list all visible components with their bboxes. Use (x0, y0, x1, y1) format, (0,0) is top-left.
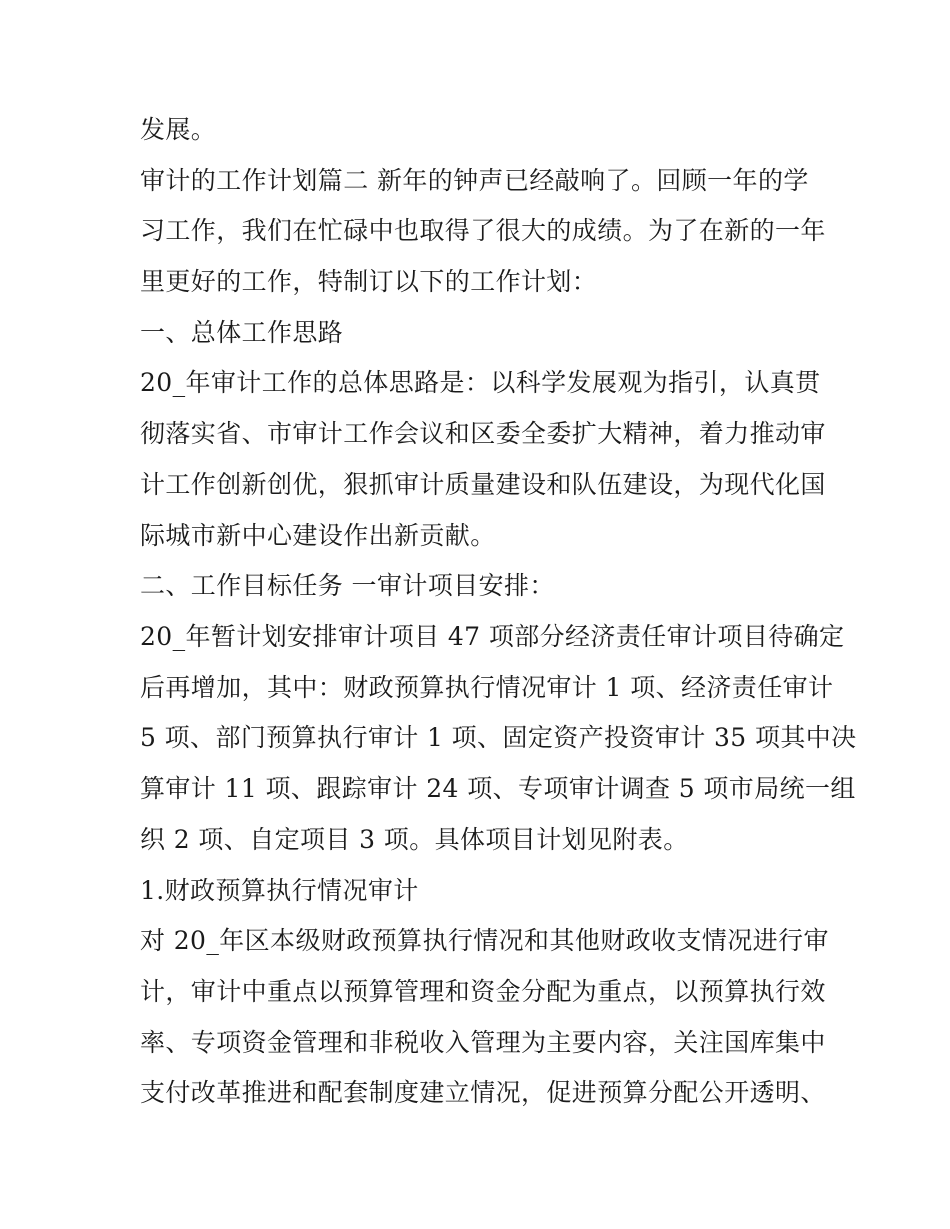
text-line: 计，审计中重点以预算管理和资金分配为重点，以预算执行效 (140, 977, 826, 1006)
text-line: 支付改革推进和配套制度建立情况，促进预算分配公开透明、 (140, 1078, 826, 1107)
text-line: 计工作创新创优，狠抓审计质量建设和队伍建设，为现代化国 (140, 470, 826, 499)
text-line: 彻落实省、市审计工作会议和区委全委扩大精神，着力推动审 (140, 419, 826, 448)
text-line: 20_年审计工作的总体思路是：以科学发展观为指引，认真贯 (140, 368, 821, 397)
text-line: 20_年暂计划安排审计项目 47 项部分经济责任审计项目待确定 (140, 622, 845, 651)
section-heading: 1.财政预算执行情况审计 (140, 876, 419, 905)
text-line: 对 20_年区本级财政预算执行情况和其他财政收支情况进行审 (140, 926, 829, 955)
text-line: 5 项、部门预算执行审计 1 项、固定资产投资审计 35 项其中决 (140, 723, 857, 752)
text-line: 率、专项资金管理和非税收入管理为主要内容，关注国库集中 (140, 1028, 826, 1057)
section-heading: 一、总体工作思路 (140, 318, 344, 347)
section-heading: 二、工作目标任务 一审计项目安排： (140, 571, 555, 600)
text-line: 织 2 项、自定项目 3 项。具体项目计划见附表。 (140, 825, 689, 854)
text-line: 算审计 11 项、跟踪审计 24 项、专项审计调查 5 项市局统一组 (140, 774, 856, 803)
text-line: 审计的工作计划篇二 新年的钟声已经敲响了。回顾一年的学 (140, 166, 809, 195)
text-line: 发展。 (140, 115, 217, 144)
text-line: 后再增加，其中：财政预算执行情况审计 1 项、经济责任审计 (140, 673, 834, 702)
text-line: 际城市新中心建设作出新贡献。 (140, 521, 496, 550)
text-line: 习工作，我们在忙碌中也取得了很大的成绩。为了在新的一年 (140, 216, 826, 245)
text-line: 里更好的工作，特制订以下的工作计划： (140, 267, 598, 296)
